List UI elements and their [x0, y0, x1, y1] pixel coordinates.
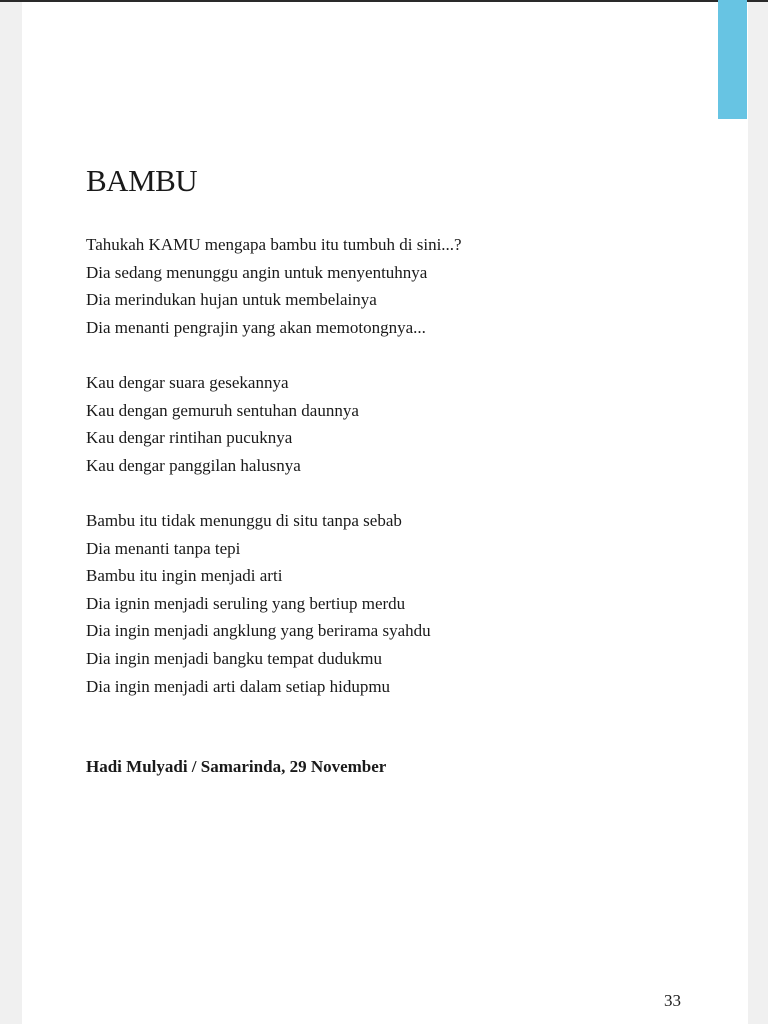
poem-stanza-1	[86, 231, 462, 341]
poem-line: Dia merindukan hujan untuk membelainya	[86, 290, 377, 310]
poem-line: Tahukah KAMU mengapa bambu itu tumbuh di sini...?	[86, 235, 462, 254]
poem-line: Kau dengar rintihan pucuknya	[86, 428, 293, 448]
poem-line: Kau dengar panggilan halusnya	[86, 455, 301, 475]
poem-line: Bambu itu ingin menjadi arti	[86, 566, 283, 586]
poem-line: Kau dengan gemuruh sentuhan daunnya	[86, 400, 359, 420]
poem-line: Kau dengar suara gesekannya	[86, 372, 289, 392]
poem-line: Bambu itu tidak menunggu di situ tanpa sebab	[86, 510, 402, 530]
page-tab-marker	[718, 0, 747, 119]
author-signature: Hadi Mulyadi / Samarinda, 29 November	[86, 757, 387, 776]
poem-line: Dia ingin menjadi angklung yang berirama syahdu	[86, 621, 431, 641]
poem-line: Dia ingin menjadi arti dalam setiap hidupmu	[86, 676, 391, 696]
poem-line: Dia sedang menunggu angin untuk menyentuhnya	[86, 262, 428, 282]
poem-stanza-3	[86, 507, 462, 700]
poem-title: BAMBU	[86, 163, 198, 198]
poem-line: Dia ingin menjadi bangku tempat dudukmu	[86, 648, 383, 668]
poem-line: Dia menanti pengrajin yang akan memotongnya...	[86, 317, 426, 337]
poem-body	[86, 231, 462, 700]
poem-line: Dia ignin menjadi seruling yang bertiup merdu	[86, 593, 406, 613]
page-number: 33	[664, 991, 681, 1010]
poem-line: Dia menanti tanpa tepi	[86, 538, 241, 558]
poem-stanza-2	[86, 369, 462, 479]
